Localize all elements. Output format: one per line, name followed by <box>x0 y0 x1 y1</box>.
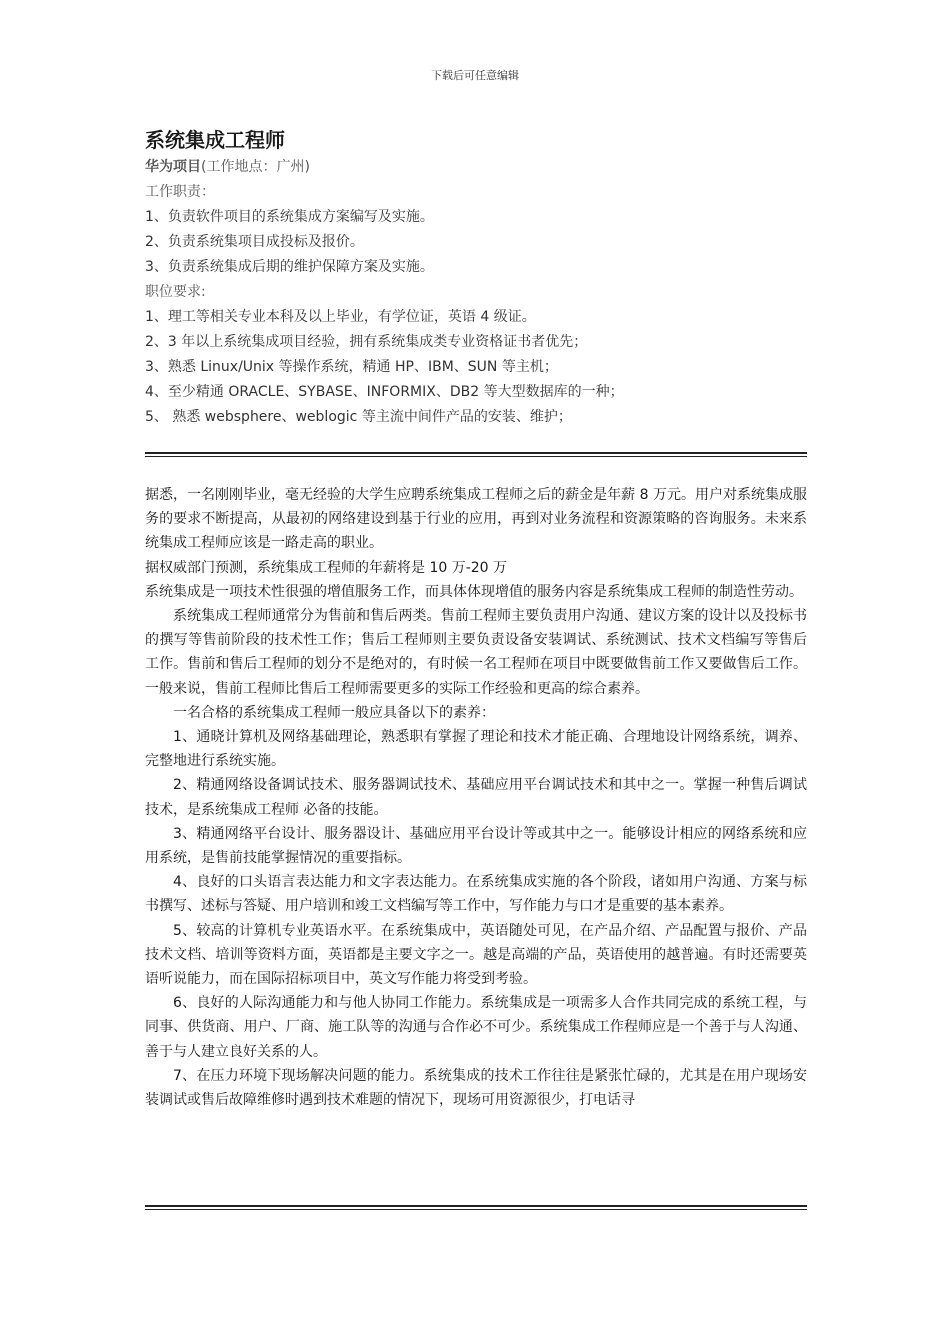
article-paragraph: 6、良好的人际沟通能力和与他人协同工作能力。系统集成是一项需多人合作共同完成的系统工程，与同事、供货商、用户、厂商、施工队等的沟通与合作必不可少。系统集成工作程师应是一个善于与人沟通、善于与人建立良好关系的人。 <box>145 995 807 1060</box>
section-divider-top <box>145 452 807 457</box>
article-paragraph: 1、通晓计算机及网络基础理论，熟悉职有掌握了理论和技术才能正确、合理地设计网络系统，调养、完整地进行系统实施。 <box>145 729 807 770</box>
document-title: 系统集成工程师 <box>145 128 285 152</box>
requirement-item: 1、理工等相关专业本科及以上毕业，有学位证，英语 4 级证。 <box>145 309 536 325</box>
duty-item: 2、负责系统集项目成投标及报价。 <box>145 234 364 250</box>
article-paragraph: 据悉，一名刚刚毕业，毫无经验的大学生应聘系统集成工程师之后的薪金是年薪 8 万元。用户对系统集成服务的要求不断提高，从最初的网络建设到基于行业的应用，再到对业务流程和资源策略的咨询服务。未来系统集成工程师应该是一路走高的职业。 <box>145 487 807 552</box>
duty-item: 1、负责软件项目的系统集成方案编写及实施。 <box>145 209 434 225</box>
company-name: 华为项目 <box>145 159 201 175</box>
page-header-note: 下载后可任意编辑 <box>431 69 519 82</box>
work-location: (工作地点：广州) <box>201 159 310 175</box>
article-paragraph: 一名合格的系统集成工程师一般应具备以下的素养： <box>173 704 495 721</box>
article-paragraph: 据权威部门预测，系统集成工程师的年薪将是 10 万-20 万 <box>145 559 508 576</box>
article-paragraph: 3、精通网络平台设计、服务器设计、基础应用平台设计等或其中之一。能够设计相应的网络系统和应用系统，是售前技能掌握情况的重要指标。 <box>145 825 807 867</box>
article-paragraph: 2、精通网络设备调试技术、服务器调试技术、基础应用平台调试技术和其中之一。掌握一种售后调试技术，是系统集成工程师 必备的技能。 <box>145 777 807 818</box>
article-paragraph: 5、较高的计算机专业英语水平。在系统集成中，英语随处可见，在产品介绍、产品配置与报价、产品技术文档、培训等资料方面，英语都是主要文字之一。越是高端的产品，英语使用的越普遍。有时还需要英语听说能力，而在国际招标项目中，英文写作能力将受到考验。 <box>145 922 807 988</box>
article-paragraph: 4、良好的口头语言表达能力和文字表达能力。在系统集成实施的各个阶段，诸如用户沟通、方案与标书撰写、述标与答疑、用户培训和竣工文档编写等工作中，写作能力与口才是重要的基本素养。 <box>145 874 807 915</box>
requirement-item: 5、 熟悉 websphere、weblogic 等主流中间件产品的安装、维护； <box>145 409 572 425</box>
article-body <box>145 483 807 1203</box>
article-paragraph: 7、在压力环境下现场解决问题的能力。系统集成的技术工作往往是紧张忙碌的，尤其是在用户现场安装调试或售后故障维修时遇到技术难题的情况下，现场可用资源很少，打电话寻 <box>145 1067 807 1109</box>
section-divider-bottom <box>145 1205 807 1210</box>
article-paragraph: 系统集成工程师通常分为售前和售后两类。售前工程师主要负责用户沟通、建议方案的设计以及投标书的撰写等售前阶段的技术性工作；售后工程师则主要负责设备安装调试、系统测试、技术文档编写等售后 工作。售前和售后工程师的划分不是绝对的，有时候一名工程师在项目中既要做售前工作又要做售后工作。一般来说，售前工程师比售后工程师需要更多的实际工作经验和更高的综合素养。 <box>145 608 807 697</box>
company-line <box>145 155 825 180</box>
requirement-item: 2、3 年以上系统集成项目经验，拥有系统集成类专业资格证书者优先； <box>145 334 588 350</box>
requirement-item: 4、至少精通 ORACLE、SYBASE、INFORMIX、DB2 等大型数据库的一种； <box>145 384 624 400</box>
requirement-item: 3、熟悉 Linux/Unix 等操作系统，精通 HP、IBM、SUN 等主机； <box>145 359 558 375</box>
duties-heading: 工作职责： <box>145 184 215 200</box>
article-paragraph: 系统集成是一项技术性很强的增值服务工作，而具体体现增值的服务内容是系统集成工程师的制造性劳动。 <box>145 583 803 600</box>
job-posting <box>145 155 825 430</box>
requirements-heading: 职位要求: <box>145 284 206 300</box>
duty-item: 3、负责系统集成后期的维护保障方案及实施。 <box>145 259 434 275</box>
